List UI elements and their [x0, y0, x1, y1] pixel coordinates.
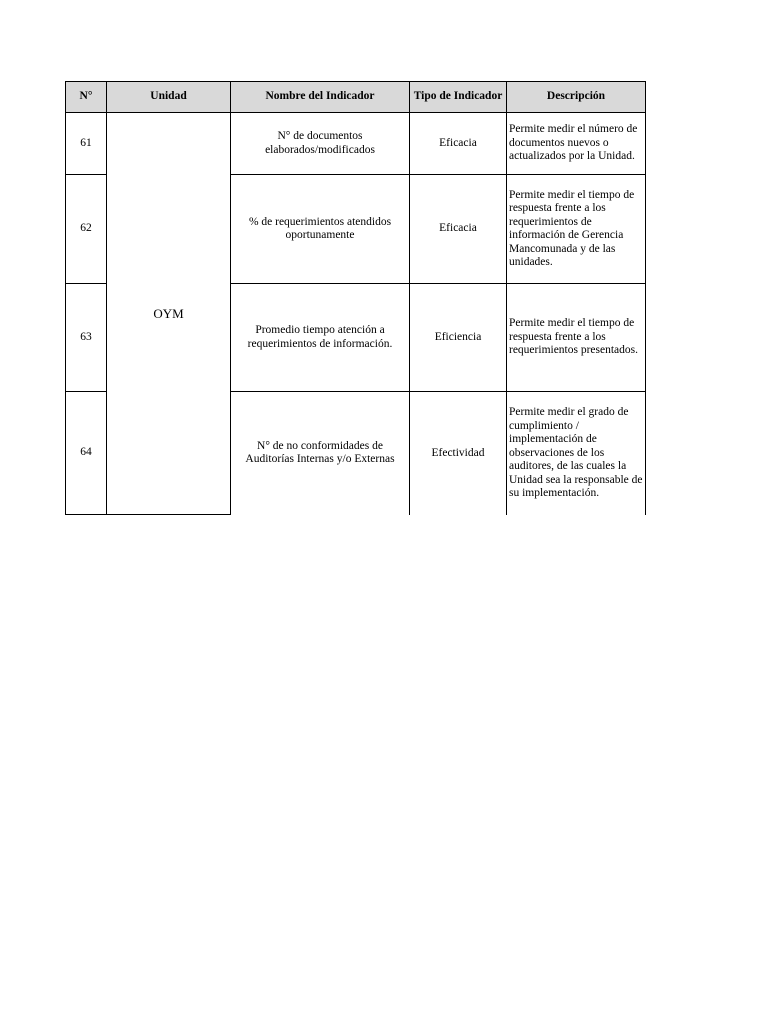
row-indicator-name: N° de no conformidades de Auditorías Internas y/o Externas: [231, 392, 410, 515]
row-description: Permite medir el tiempo de respuesta frente a los requerimientos presentados.: [507, 284, 646, 392]
header-unit: Unidad: [107, 82, 231, 113]
header-desc: Descripción: [507, 82, 646, 113]
row-num: 62: [66, 175, 107, 284]
table-header-row: [66, 82, 646, 113]
row-indicator-name: % de requerimientos atendidos oportunamente: [231, 175, 410, 284]
row-indicator-type: Eficiencia: [410, 284, 507, 392]
row-indicator-type: Efectividad: [410, 392, 507, 515]
row-description: Permite medir el número de documentos nuevos o actualizados por la Unidad.: [507, 113, 646, 175]
header-name: Nombre del Indicador: [231, 82, 410, 113]
row-indicator-type: Eficacia: [410, 175, 507, 284]
row-num: 63: [66, 284, 107, 392]
row-indicator-type: Eficacia: [410, 113, 507, 175]
header-num: N°: [66, 82, 107, 113]
row-indicator-name: Promedio tiempo atención a requerimientos de información.: [231, 284, 410, 392]
row-num: 61: [66, 113, 107, 175]
row-description: Permite medir el tiempo de respuesta frente a los requerimientos de información de Gerencia Mancomunada y de las unidades.: [507, 175, 646, 284]
row-description: Permite medir el grado de cumplimiento / implementación de observaciones de los auditores, de las cuales la Unidad sea la responsable de su implementación.: [507, 392, 646, 515]
row-num: 64: [66, 392, 107, 515]
indicators-table: [65, 81, 646, 515]
unit-cell: OYM: [107, 113, 231, 515]
header-type: Tipo de Indicador: [410, 82, 507, 113]
row-indicator-name: N° de documentos elaborados/modificados: [231, 113, 410, 175]
table-row: [66, 113, 646, 175]
indicators-sheet: [65, 81, 646, 515]
